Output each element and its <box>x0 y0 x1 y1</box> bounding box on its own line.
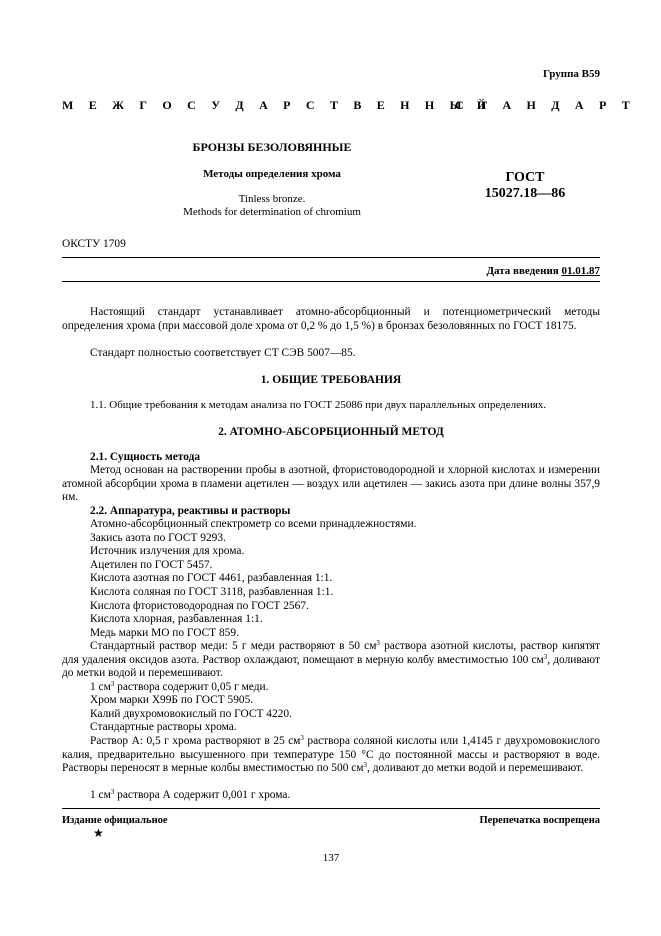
list-item: Калий двухромовокислый по ГОСТ 4220. <box>90 707 292 720</box>
footer-divider <box>62 808 600 809</box>
header-mezhgos: М Е Ж Г О С У Д А Р С Т В Е Н Н Ы Й <box>62 98 493 112</box>
date-divider <box>62 281 600 282</box>
gost-number: 15027.18—86 <box>484 186 566 201</box>
intro-date <box>486 265 600 277</box>
intro-date-value: 01.01.87 <box>561 265 600 277</box>
intro-paragraph: Настоящий стандарт устанавливает атомно-абсорбционный и потенциометрический методы определения хрома (при массовой доле хрома от 0,2 % до 1,5 %) в бронзах безоловянных по ГОСТ 18175. <box>62 306 600 332</box>
list-item: Ацетилен по ГОСТ 5457. <box>90 558 213 571</box>
section1-heading: 1. ОБЩИЕ ТРЕБОВАНИЯ <box>260 374 402 386</box>
document-subtitle: Методы определения хрома <box>203 168 341 180</box>
section2-heading: 2. АТОМНО-АБСОРБЦИОННЫЙ МЕТОД <box>218 426 444 438</box>
english-title-line1: Tinless bronze. <box>238 193 306 205</box>
list-item: Атомно-абсорбционный спектрометр со всеми принадлежностями. <box>90 518 417 530</box>
intro-date-label: Дата введения <box>486 265 559 277</box>
list-item: Кислота фтористоводородная по ГОСТ 2567. <box>90 599 309 612</box>
header-standart: С Т А Н Д А Р Т <box>455 98 636 112</box>
solution-a-paragraph: Раствор А: 0,5 г хрома растворяют в 25 $см^3$ раствора соляной кислоты или 1,4145 г двухромовокислого калия, предварительно высушенного при температуре 150 °С до постоянной массы и растворяют в воде. Растворы переносят в мерные колбы вместимостью по 500 $см^3$, доливают до метки водой и перемешивают. <box>62 734 600 775</box>
header-divider <box>62 257 600 258</box>
section2-1-heading: 2.1. Сущность метода <box>90 451 201 463</box>
list-item: Кислота азотная по ГОСТ 4461, разбавленная 1:1. <box>90 572 333 585</box>
section2-2-heading: 2.2. Аппаратура, реактивы и растворы <box>90 505 291 517</box>
list-item: Хром марки Х99Б по ГОСТ 5905. <box>90 694 254 706</box>
document-title: БРОНЗЫ БЕЗОЛОВЯННЫЕ <box>192 140 352 154</box>
list-item: Закись азота по ГОСТ 9293. <box>90 531 226 544</box>
gost-label: ГОСТ <box>505 170 545 185</box>
reprint-notice: Перепечатка воспрещена <box>479 815 600 826</box>
page-number: 137 <box>322 852 340 864</box>
official-edition-label: Издание официальное <box>62 815 168 826</box>
english-title-line2: Methods for determination of chromium <box>183 206 361 218</box>
okstu-code: ОКСТУ 1709 <box>62 238 126 250</box>
equipment-list <box>62 518 600 640</box>
solution-a-content-line: 1 $см^3$ раствора А содержит 0,001 г хрома. <box>90 788 291 801</box>
group-code: Группа В59 <box>542 68 600 80</box>
list-item: Медь марки МО по ГОСТ 859. <box>90 626 239 639</box>
reagents-list-2 <box>62 694 600 735</box>
copper-solution-paragraph: Стандартный раствор меди: 5 г меди растворяют в 50 $см^3$ раствора азотной кислоты, раствор кипятят для удаления оксидов азота. Раствор охлаждают, помещают в мерную колбу вместимостью 100 $см^3$, доливают до метки водой и перемешивают. <box>62 639 600 680</box>
list-item: Кислота соляная по ГОСТ 3118, разбавленная 1:1. <box>90 585 334 598</box>
list-item: Кислота хлорная, разбавленная 1:1. <box>90 613 263 626</box>
list-item: Стандартные растворы хрома. <box>90 721 237 734</box>
star-icon: ★ <box>93 826 104 840</box>
copper-content-line: 1 $см^3$ раствора содержит 0,05 г меди. <box>90 680 269 693</box>
compliance-paragraph: Стандарт полностью соответствует СТ СЭВ 5007—85. <box>90 347 356 359</box>
section1-p1: 1.1. Общие требования к методам анализа по ГОСТ 25086 при двух параллельных определениях. <box>90 399 547 411</box>
list-item: Источник излучения для хрома. <box>90 545 245 558</box>
section2-1-paragraph: Метод основан на растворении пробы в азотной, фтористоводородной и хлорной кислотах и измерении атомной абсорбции хрома в пламени ацетилен — воздух или ацетилен — закись азота при длине волны 357,9 нм. <box>62 464 600 504</box>
